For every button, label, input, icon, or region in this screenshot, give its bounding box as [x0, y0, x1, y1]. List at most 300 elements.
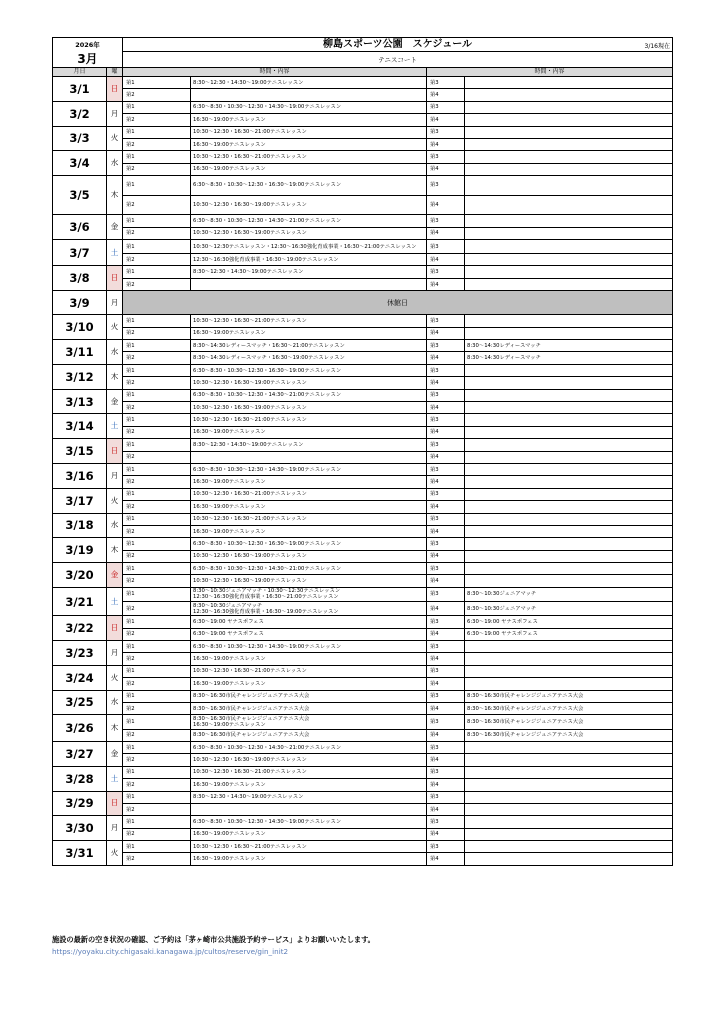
court-label: 第2 — [123, 653, 191, 665]
court-schedule: 16:30〜19:00テニスレッスン — [191, 525, 427, 537]
day-date: 3/2 — [53, 101, 107, 126]
day-date: 3/13 — [53, 389, 107, 414]
court-schedule: 6:30〜19:00 ヤナスポフェス — [191, 616, 427, 628]
court-schedule — [465, 426, 673, 438]
table-row — [53, 538, 673, 550]
reservation-link[interactable]: https://yoyaku.city.chigasaki.kanagawa.jp/cultos/reserve/gin_init2 — [52, 947, 289, 956]
court-schedule: 6:30〜8:30・10:30〜12:30・14:30〜21:00テニスレッスン — [191, 741, 427, 753]
table-row — [53, 364, 673, 376]
court-schedule: 10:30〜12:30・16:30〜19:00テニスレッスン — [191, 550, 427, 562]
day-date: 3/28 — [53, 766, 107, 791]
court-schedule: 6:30〜8:30・10:30〜12:30・14:30〜21:00テニスレッスン — [191, 215, 427, 227]
table-row — [53, 439, 673, 451]
day-of-week: 火 — [107, 841, 123, 866]
court-schedule: 16:30〜19:00テニスレッスン — [191, 138, 427, 150]
day-of-week: 土 — [107, 587, 123, 615]
day-date: 3/7 — [53, 239, 107, 266]
court-label: 第4 — [427, 254, 465, 266]
court-label: 第4 — [427, 853, 465, 865]
court-schedule: 10:30〜12:30・16:30〜19:00テニスレッスン — [191, 402, 427, 414]
court-schedule: 10:30〜12:30・16:30〜21:00テニスレッスン — [191, 513, 427, 525]
month-label: 3月 — [53, 52, 123, 68]
court-schedule — [191, 451, 427, 463]
court-schedule: 8:30〜10:30ジュニアマッチ・10:30〜12:30テニスレッスン 12:30〜16:30強化育成事業・16:30〜21:00テニスレッスン — [191, 587, 427, 601]
court-schedule: 12:30〜16:30強化育成事業・16:30〜19:00テニスレッスン — [191, 254, 427, 266]
court-schedule: 16:30〜19:00テニスレッスン — [191, 853, 427, 865]
table-row — [53, 501, 673, 513]
court-label: 第3 — [427, 587, 465, 601]
court-schedule: 8:30〜12:30・14:30〜19:00テニスレッスン — [191, 439, 427, 451]
court-label: 第4 — [427, 779, 465, 791]
court-label: 第4 — [427, 575, 465, 587]
court-label: 第3 — [427, 641, 465, 653]
court-label: 第4 — [427, 138, 465, 150]
court-schedule: 10:30〜12:30・16:30〜19:00テニスレッスン — [191, 754, 427, 766]
table-row — [53, 215, 673, 227]
court-schedule: 6:30〜8:30・10:30〜12:30・14:30〜19:00テニスレッスン — [191, 641, 427, 653]
court-schedule — [465, 451, 673, 463]
court-schedule: 6:30〜19:00 ヤナスポフェス — [465, 628, 673, 640]
day-of-week: 金 — [107, 389, 123, 414]
court-schedule: 6:30〜8:30・10:30〜12:30・16:30〜19:00テニスレッスン — [191, 364, 427, 376]
court-schedule — [465, 414, 673, 426]
court-schedule — [465, 488, 673, 500]
court-label: 第2 — [123, 114, 191, 126]
court-label: 第3 — [427, 126, 465, 138]
court-schedule — [465, 364, 673, 376]
day-of-week: 火 — [107, 665, 123, 690]
year-label: 2026年 — [53, 38, 123, 52]
table-row — [53, 315, 673, 327]
table-row — [53, 513, 673, 525]
table-row — [53, 791, 673, 803]
court-label: 第2 — [123, 803, 191, 815]
schedule-table — [52, 37, 673, 866]
court-label: 第2 — [123, 476, 191, 488]
table-row — [53, 575, 673, 587]
court-label: 第2 — [123, 525, 191, 537]
court-label: 第3 — [427, 513, 465, 525]
court-schedule: 16:30〜19:00テニスレッスン — [191, 828, 427, 840]
court-label: 第2 — [123, 163, 191, 175]
court-schedule — [465, 575, 673, 587]
day-of-week: 火 — [107, 126, 123, 151]
day-of-week: 月 — [107, 291, 123, 315]
court-schedule — [465, 754, 673, 766]
court-label: 第4 — [427, 163, 465, 175]
court-label: 第2 — [123, 377, 191, 389]
day-date: 3/1 — [53, 77, 107, 102]
court-label: 第3 — [427, 665, 465, 677]
table-row — [53, 352, 673, 364]
court-label: 第1 — [123, 215, 191, 227]
court-label: 第1 — [123, 513, 191, 525]
court-label: 第2 — [123, 426, 191, 438]
court-label: 第4 — [427, 602, 465, 616]
table-row — [53, 702, 673, 714]
court-schedule: 10:30〜12:30・16:30〜21:00テニスレッスン — [191, 488, 427, 500]
court-label: 第1 — [123, 766, 191, 778]
day-of-week: 水 — [107, 690, 123, 715]
court-label: 第3 — [427, 616, 465, 628]
court-label: 第2 — [123, 254, 191, 266]
day-date: 3/26 — [53, 715, 107, 742]
court-label: 第1 — [123, 414, 191, 426]
court-schedule — [465, 254, 673, 266]
court-schedule — [465, 215, 673, 227]
court-schedule — [465, 513, 673, 525]
court-schedule: 6:30〜8:30・10:30〜12:30・14:30〜19:00テニスレッスン — [191, 101, 427, 113]
court-label: 第1 — [123, 389, 191, 401]
court-label: 第2 — [123, 402, 191, 414]
court-schedule: 6:30〜19:00 ヤナスポフェス — [191, 628, 427, 640]
day-date: 3/31 — [53, 841, 107, 866]
court-label: 第1 — [123, 715, 191, 729]
day-date: 3/21 — [53, 587, 107, 615]
court-label: 第2 — [123, 352, 191, 364]
day-date: 3/24 — [53, 665, 107, 690]
court-schedule — [465, 828, 673, 840]
court-schedule: 6:30〜19:00 ヤナスポフェス — [465, 616, 673, 628]
court-schedule: 10:30〜12:30・16:30〜21:00テニスレッスン — [191, 151, 427, 163]
court-schedule — [191, 278, 427, 290]
court-label: 第4 — [427, 702, 465, 714]
day-date: 3/20 — [53, 563, 107, 588]
court-schedule — [465, 77, 673, 89]
court-label: 第1 — [123, 563, 191, 575]
col-header-content-right: 時間・内容 — [427, 68, 673, 77]
table-row — [53, 327, 673, 339]
court-schedule — [465, 779, 673, 791]
day-of-week: 月 — [107, 101, 123, 126]
court-schedule — [465, 525, 673, 537]
court-schedule: 10:30〜12:30・16:30〜19:00テニスレッスン — [191, 377, 427, 389]
court-label: 第3 — [427, 488, 465, 500]
court-label: 第4 — [427, 426, 465, 438]
court-schedule — [465, 114, 673, 126]
table-row — [53, 89, 673, 101]
table-row — [53, 476, 673, 488]
court-label: 第2 — [123, 828, 191, 840]
court-label: 第3 — [427, 266, 465, 278]
court-schedule: 8:30〜14:30レディースマッチ — [465, 340, 673, 352]
court-label: 第2 — [123, 702, 191, 714]
table-row — [53, 227, 673, 239]
table-row — [53, 729, 673, 741]
closed-day-label: 休館日 — [123, 291, 673, 315]
court-label: 第3 — [427, 215, 465, 227]
court-schedule — [465, 538, 673, 550]
table-row — [53, 163, 673, 175]
col-header-content-left: 時間・内容 — [123, 68, 427, 77]
day-of-week: 木 — [107, 176, 123, 215]
table-row — [53, 715, 673, 729]
day-of-week: 火 — [107, 488, 123, 513]
court-label: 第1 — [123, 741, 191, 753]
court-label: 第2 — [123, 602, 191, 616]
table-row — [53, 741, 673, 753]
day-of-week: 日 — [107, 439, 123, 464]
table-row — [53, 641, 673, 653]
court-schedule: 10:30〜12:30・16:30〜21:00テニスレッスン — [191, 315, 427, 327]
table-row — [53, 389, 673, 401]
title-text: 柳島スポーツ公園 スケジュール — [323, 38, 472, 50]
court-schedule: 8:30〜16:30市民チャレンジジュニアテニス大会 — [191, 702, 427, 714]
court-schedule: 6:30〜8:30・10:30〜12:30・14:30〜19:00テニスレッスン — [191, 816, 427, 828]
court-schedule: 6:30〜8:30・10:30〜12:30・16:30〜19:00テニスレッスン — [191, 176, 427, 196]
court-label: 第1 — [123, 665, 191, 677]
court-label: 第1 — [123, 791, 191, 803]
table-row — [53, 550, 673, 562]
day-date: 3/19 — [53, 538, 107, 563]
court-label: 第1 — [123, 266, 191, 278]
court-schedule: 10:30〜12:30・16:30〜21:00テニスレッスン — [191, 841, 427, 853]
court-schedule: 8:30〜16:30市民チャレンジジュニアテニス大会 — [191, 690, 427, 702]
court-schedule — [465, 389, 673, 401]
court-label: 第1 — [123, 690, 191, 702]
day-date: 3/23 — [53, 641, 107, 666]
page-title — [123, 38, 673, 52]
court-label: 第3 — [427, 151, 465, 163]
court-schedule: 8:30〜14:30レディースマッチ・16:30〜19:00テニスレッスン — [191, 352, 427, 364]
court-schedule — [465, 853, 673, 865]
court-label: 第3 — [427, 364, 465, 376]
day-date: 3/11 — [53, 340, 107, 365]
facility-subtitle: テニスコート — [123, 52, 673, 68]
court-label: 第4 — [427, 89, 465, 101]
court-label: 第4 — [427, 377, 465, 389]
court-schedule — [465, 195, 673, 215]
day-date: 3/9 — [53, 291, 107, 315]
court-schedule: 8:30〜14:30レディースマッチ — [465, 352, 673, 364]
table-row — [53, 803, 673, 815]
court-schedule: 8:30〜16:30市民チャレンジジュニアテニス大会 16:30〜19:00テニスレッスン — [191, 715, 427, 729]
court-schedule — [465, 439, 673, 451]
day-of-week: 水 — [107, 513, 123, 538]
day-of-week: 水 — [107, 340, 123, 365]
court-label: 第4 — [427, 402, 465, 414]
court-label: 第3 — [427, 77, 465, 89]
court-schedule: 10:30〜12:30・16:30〜19:00テニスレッスン — [191, 575, 427, 587]
court-schedule: 8:30〜16:30市民チャレンジジュニアテニス大会 — [465, 702, 673, 714]
court-label: 第1 — [123, 101, 191, 113]
court-schedule: 16:30〜19:00テニスレッスン — [191, 114, 427, 126]
table-row — [53, 278, 673, 290]
table-row — [53, 563, 673, 575]
court-schedule: 10:30〜12:30・16:30〜21:00テニスレッスン — [191, 414, 427, 426]
court-label: 第3 — [427, 690, 465, 702]
court-label: 第2 — [123, 278, 191, 290]
day-of-week: 木 — [107, 364, 123, 389]
court-label: 第1 — [123, 439, 191, 451]
court-schedule: 8:30〜12:30・14:30〜19:00テニスレッスン — [191, 266, 427, 278]
table-row — [53, 377, 673, 389]
court-schedule — [465, 653, 673, 665]
court-label: 第1 — [123, 126, 191, 138]
day-date: 3/18 — [53, 513, 107, 538]
court-schedule: 8:30〜14:30レディースマッチ・16:30〜21:00テニスレッスン — [191, 340, 427, 352]
court-schedule — [465, 163, 673, 175]
court-schedule: 16:30〜19:00テニスレッスン — [191, 426, 427, 438]
day-date: 3/16 — [53, 463, 107, 488]
court-schedule: 8:30〜16:30市民チャレンジジュニアテニス大会 — [465, 690, 673, 702]
court-label: 第3 — [427, 101, 465, 113]
court-label: 第1 — [123, 315, 191, 327]
court-label: 第1 — [123, 816, 191, 828]
court-label: 第1 — [123, 463, 191, 475]
court-label: 第2 — [123, 195, 191, 215]
as-of-date: 3/16現在 — [644, 43, 670, 50]
court-schedule: 16:30〜19:00テニスレッスン — [191, 501, 427, 513]
table-row — [53, 176, 673, 196]
day-of-week: 金 — [107, 741, 123, 766]
court-label: 第4 — [427, 451, 465, 463]
court-schedule — [465, 126, 673, 138]
table-row — [53, 291, 673, 315]
court-label: 第1 — [123, 587, 191, 601]
table-row — [53, 77, 673, 89]
court-schedule — [465, 138, 673, 150]
court-schedule — [465, 665, 673, 677]
court-schedule — [465, 841, 673, 853]
day-date: 3/12 — [53, 364, 107, 389]
court-label: 第4 — [427, 352, 465, 364]
table-row — [53, 151, 673, 163]
court-label: 第3 — [427, 176, 465, 196]
court-label: 第3 — [427, 538, 465, 550]
court-label: 第1 — [123, 641, 191, 653]
day-date: 3/8 — [53, 266, 107, 291]
table-row — [53, 690, 673, 702]
table-row — [53, 754, 673, 766]
court-schedule: 10:30〜12:30テニスレッスン・12:30〜16:30強化育成事業・16:30〜21:00テニスレッスン — [191, 239, 427, 253]
court-label: 第2 — [123, 754, 191, 766]
table-row — [53, 340, 673, 352]
day-of-week: 金 — [107, 215, 123, 240]
court-label: 第3 — [427, 563, 465, 575]
day-of-week: 日 — [107, 791, 123, 816]
court-schedule — [465, 151, 673, 163]
day-date: 3/29 — [53, 791, 107, 816]
table-row — [53, 853, 673, 865]
court-label: 第4 — [427, 278, 465, 290]
court-schedule: 6:30〜8:30・10:30〜12:30・16:30〜19:00テニスレッスン — [191, 538, 427, 550]
court-schedule — [465, 266, 673, 278]
court-schedule — [465, 176, 673, 196]
day-of-week: 金 — [107, 563, 123, 588]
court-label: 第1 — [123, 616, 191, 628]
table-row — [53, 426, 673, 438]
court-label: 第1 — [123, 239, 191, 253]
court-schedule — [465, 315, 673, 327]
day-of-week: 月 — [107, 641, 123, 666]
court-label: 第4 — [427, 476, 465, 488]
court-label: 第3 — [427, 315, 465, 327]
day-of-week: 土 — [107, 239, 123, 266]
court-label: 第4 — [427, 550, 465, 562]
court-label: 第1 — [123, 538, 191, 550]
schedule-sheet — [52, 37, 672, 866]
court-label: 第3 — [427, 715, 465, 729]
day-of-week: 月 — [107, 816, 123, 841]
court-schedule — [465, 563, 673, 575]
table-row — [53, 126, 673, 138]
court-schedule — [465, 476, 673, 488]
court-label: 第3 — [427, 439, 465, 451]
day-of-week: 土 — [107, 414, 123, 439]
day-date: 3/17 — [53, 488, 107, 513]
table-row — [53, 451, 673, 463]
table-row — [53, 138, 673, 150]
court-label: 第4 — [427, 653, 465, 665]
court-schedule: 8:30〜10:30ジュニアマッチ 12:30〜16:30強化育成事業・16:30〜19:00テニスレッスン — [191, 602, 427, 616]
court-schedule: 6:30〜8:30・10:30〜12:30・14:30〜19:00テニスレッスン — [191, 463, 427, 475]
col-header-dow: 曜 — [107, 68, 123, 77]
table-row — [53, 828, 673, 840]
table-row — [53, 101, 673, 113]
day-date: 3/25 — [53, 690, 107, 715]
court-schedule: 8:30〜16:30市民チャレンジジュニアテニス大会 — [191, 729, 427, 741]
day-of-week: 日 — [107, 616, 123, 641]
court-schedule — [465, 327, 673, 339]
day-of-week: 月 — [107, 463, 123, 488]
court-schedule — [465, 89, 673, 101]
court-schedule — [465, 791, 673, 803]
table-row — [53, 114, 673, 126]
court-schedule — [465, 641, 673, 653]
court-label: 第2 — [123, 729, 191, 741]
court-label: 第3 — [427, 414, 465, 426]
court-label: 第4 — [427, 754, 465, 766]
court-schedule — [465, 803, 673, 815]
day-date: 3/3 — [53, 126, 107, 151]
court-schedule — [465, 816, 673, 828]
court-label: 第2 — [123, 327, 191, 339]
court-label: 第4 — [427, 803, 465, 815]
court-schedule: 16:30〜19:00テニスレッスン — [191, 163, 427, 175]
day-date: 3/30 — [53, 816, 107, 841]
table-row — [53, 254, 673, 266]
court-schedule — [465, 101, 673, 113]
court-schedule — [465, 501, 673, 513]
court-schedule: 10:30〜12:30・16:30〜19:00テニスレッスン — [191, 227, 427, 239]
day-date: 3/5 — [53, 176, 107, 215]
col-header-date: 月日 — [53, 68, 107, 77]
day-date: 3/6 — [53, 215, 107, 240]
table-row — [53, 402, 673, 414]
court-schedule — [465, 463, 673, 475]
day-of-week: 日 — [107, 77, 123, 102]
court-schedule: 16:30〜19:00テニスレッスン — [191, 476, 427, 488]
day-of-week: 土 — [107, 766, 123, 791]
court-schedule: 8:30〜16:30市民チャレンジジュニアテニス大会 — [465, 729, 673, 741]
court-label: 第2 — [123, 501, 191, 513]
day-of-week: 木 — [107, 538, 123, 563]
court-label: 第4 — [427, 327, 465, 339]
court-schedule: 16:30〜19:00テニスレッスン — [191, 779, 427, 791]
day-date: 3/10 — [53, 315, 107, 340]
table-row — [53, 665, 673, 677]
court-label: 第4 — [427, 195, 465, 215]
court-label: 第3 — [427, 841, 465, 853]
table-row — [53, 239, 673, 253]
table-row — [53, 195, 673, 215]
court-schedule: 6:30〜8:30・10:30〜12:30・14:30〜21:00テニスレッスン — [191, 389, 427, 401]
court-label: 第4 — [427, 628, 465, 640]
court-label: 第2 — [123, 550, 191, 562]
table-row — [53, 616, 673, 628]
court-label: 第4 — [427, 828, 465, 840]
